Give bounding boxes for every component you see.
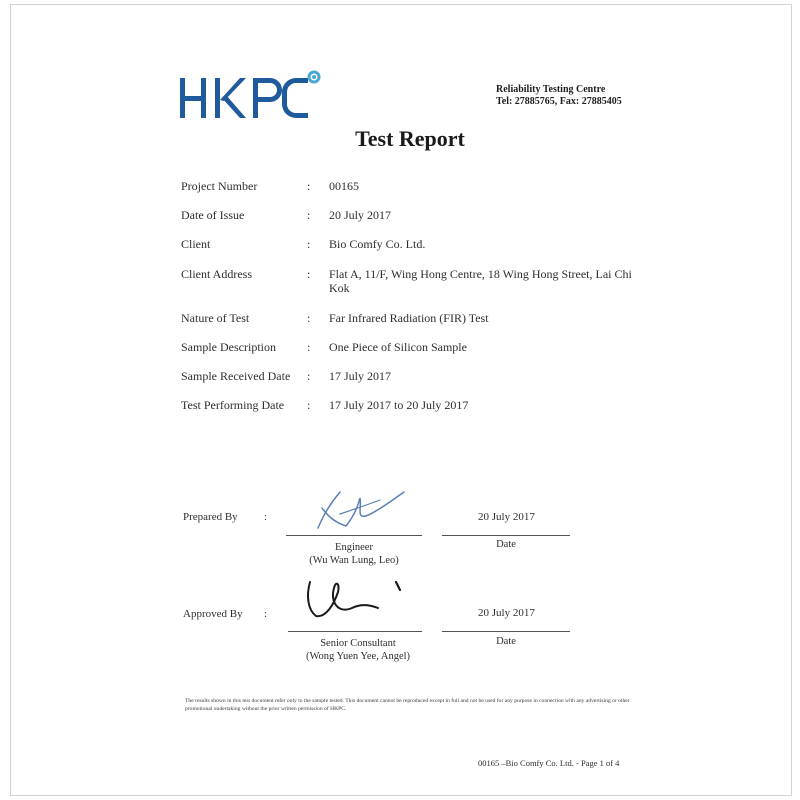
detail-separator: : (307, 369, 311, 383)
approved-by-separator: : (264, 608, 268, 620)
detail-value: 17 July 2017 (329, 369, 392, 383)
detail-value: Flat A, 11/F, Wing Hong Centre, 18 Wing Hong Street, Lai Chi Kok (329, 267, 632, 295)
engineer-signature (310, 486, 410, 532)
detail-label: Date of Issue (181, 208, 245, 222)
prepared-by-label: Prepared By (183, 511, 238, 523)
detail-label: Sample Description (181, 340, 276, 354)
engineer-role: Engineer (335, 542, 373, 553)
prepared-date: 20 July 2017 (478, 511, 535, 523)
detail-separator: : (307, 267, 311, 281)
detail-label: Client Address (181, 267, 252, 281)
approved-by-label: Approved By (183, 608, 243, 620)
page-footer: 00165 –Bio Comfy Co. Ltd. - Page 1 of 4 (478, 758, 620, 768)
detail-separator: : (307, 208, 311, 222)
detail-value: 00165 (329, 179, 359, 193)
detail-label: Client (181, 237, 211, 251)
consultant-role: Senior Consultant (320, 638, 396, 649)
consultant-caption (288, 637, 428, 663)
consultant-signature (300, 574, 410, 624)
prepared-date-caption: Date (496, 539, 516, 550)
detail-value: One Piece of Silicon Sample (329, 340, 467, 354)
consultant-signature-line (288, 631, 422, 632)
detail-separator: : (307, 179, 311, 193)
detail-value: Far Infrared Radiation (FIR) Test (329, 311, 489, 325)
hkpc-logo (178, 68, 328, 124)
disclaimer-text: The results shown in this test document refer only to the sample tested. This document cannot be reproduced except in full and not be used for any purpose in connection with any advertising or other promotional undertaking without the prior written permission of HKPC. (185, 698, 630, 712)
centre-contact: Tel: 27885765, Fax: 27885405 (496, 96, 622, 107)
consultant-name: (Wong Yuen Yee, Angel) (305, 651, 411, 662)
detail-separator: : (307, 340, 311, 354)
detail-value: Bio Comfy Co. Ltd. (329, 237, 426, 251)
approved-date: 20 July 2017 (478, 607, 535, 619)
detail-value: 20 July 2017 (329, 208, 392, 222)
prepared-by-separator: : (264, 511, 268, 523)
detail-separator: : (307, 311, 311, 325)
detail-label: Sample Received Date (181, 369, 291, 383)
prepared-date-line (442, 535, 570, 536)
detail-label: Nature of Test (181, 311, 250, 325)
centre-name: Reliability Testing Centre (496, 84, 606, 95)
detail-value: 17 July 2017 to 20 July 2017 (329, 398, 469, 412)
centre-info (496, 84, 622, 108)
report-title: Test Report (355, 126, 465, 151)
approved-date-caption: Date (496, 636, 516, 647)
detail-label: Test Performing Date (181, 398, 285, 412)
engineer-caption (286, 541, 422, 567)
detail-separator: : (307, 237, 311, 251)
engineer-signature-line (286, 535, 422, 536)
approved-date-line (442, 631, 570, 632)
engineer-name: (Wu Wan Lung, Leo) (309, 555, 399, 566)
detail-label: Project Number (181, 179, 258, 193)
detail-separator: : (307, 398, 311, 412)
